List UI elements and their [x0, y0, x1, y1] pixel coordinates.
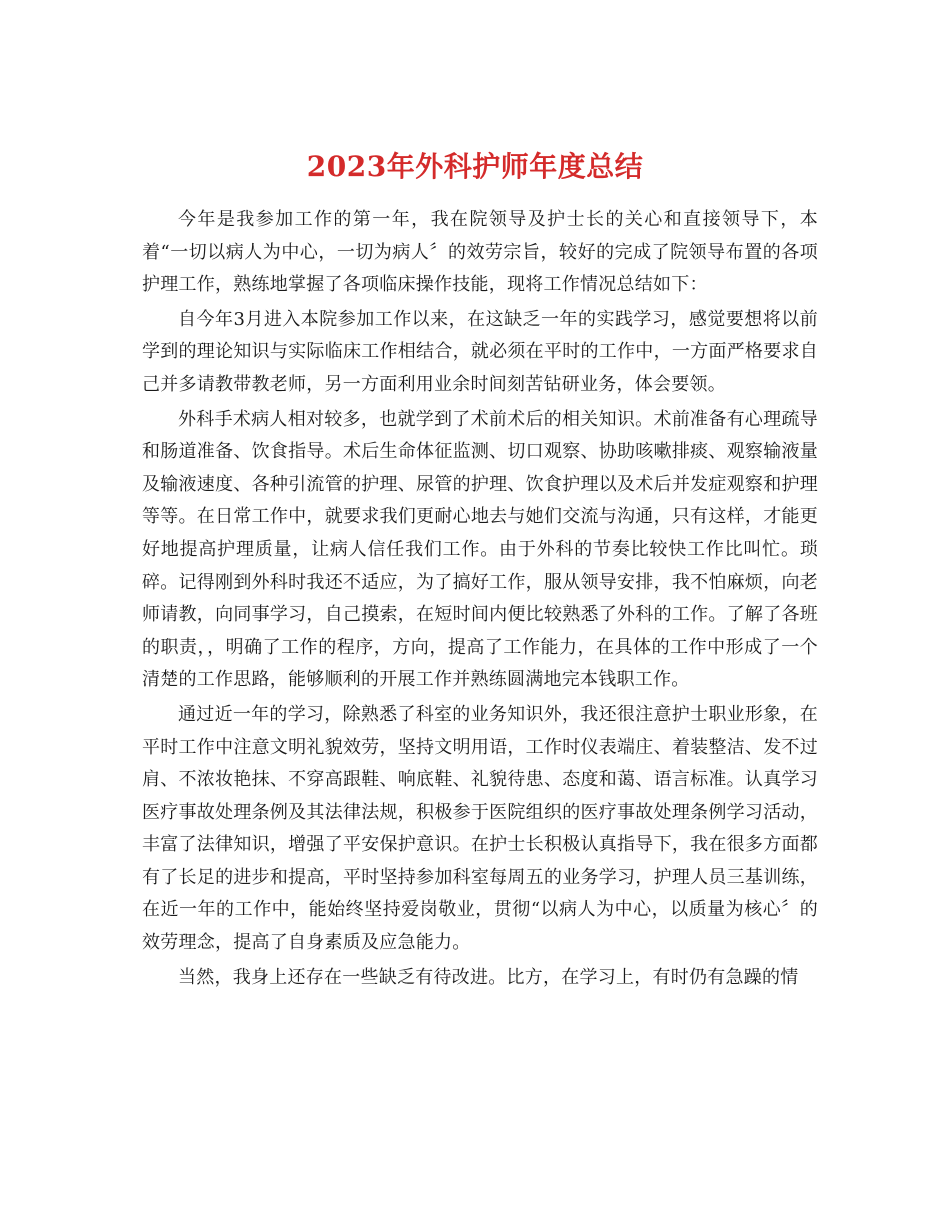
document-title: 2023年外科护师年度总结 — [306, 149, 644, 183]
paragraph-shortcomings: 当然，我身上还存在一些缺乏有待改进。比方，在学习上，有时仍有急躁的情 — [178, 966, 799, 988]
document-body — [142, 204, 818, 996]
paragraph-practice-learning: 自今年3月进入本院参加工作以来，在这缺乏一年的实践学习，感觉要想将以前学到的理论知识与实际临床工作相结合，就必须在平时的工作中，一方面严格要求自己并多请教带教老师，另一方面利用业余时间刻苦钻研业务，体会要领。 — [142, 308, 818, 395]
paragraph-professional-image: 通过近一年的学习，除熟悉了科室的业务知识外，我还很注意护士职业形象，在平时工作中注意文明礼貌效劳，坚持文明用语，工作时仪表端庄、着装整洁、发不过肩、不浓妆艳抹、不穿高跟鞋、响底鞋、礼貌待患、态度和蔼、语言标准。认真学习医疗事故处理条例及其法律法规，积极参于医院组织的医疗事故处理条例学习活动，丰富了法律知识，增强了平安保护意识。在护士长积极认真指导下，我在很多方面都有了长足的进步和提高，平时坚持参加科室每周五的业务学习，护理人员三基训练， 在近一年的工作中，能始终坚持爱岗敬业，贯彻“以病人为中心，以质量为核心〞的效劳理念，提高了自身素质及应急能力。 — [142, 703, 818, 954]
paragraph-intro: 今年是我参加工作的第一年，我在院领导及护士长的关心和直接领导下，本着“一切以病人为中心，一切为病人〞的效劳宗旨，较好的完成了院领导布置的各项护理工作，熟练地掌握了各项临床操作技能，现将工作情况总结如下： — [142, 209, 818, 296]
paragraph-surgical-nursing: 外科手术病人相对较多，也就学到了术前术后的相关知识。术前准备有心理疏导和肠道准备、饮食指导。术后生命体征监测、切口观察、协助咳嗽排痰、观察输液量及输液速度、各种引流管的护理、尿管的护理、饮食护理以及术后并发症观察和护理等等。在日常工作中，就要求我们更耐心地去与她们交流与沟通，只有这样，才能更好地提高护理质量，让病人信任我们工作。由于外科的节奏比较快工作比叫忙。琐碎。记得刚到外科时我还不适应，为了搞好工作，服从领导安排，我不怕麻烦，向老师请教，向同事学习，自己摸索，在短时间内便比较熟悉了外科的工作。了解了各班的职责，，明确了工作的程序，方向，提高了工作能力，在具体的工作中形成了一个清楚的工作思路，能够顺利的开展工作并熟练圆满地完本钱职工作。 — [142, 408, 818, 691]
